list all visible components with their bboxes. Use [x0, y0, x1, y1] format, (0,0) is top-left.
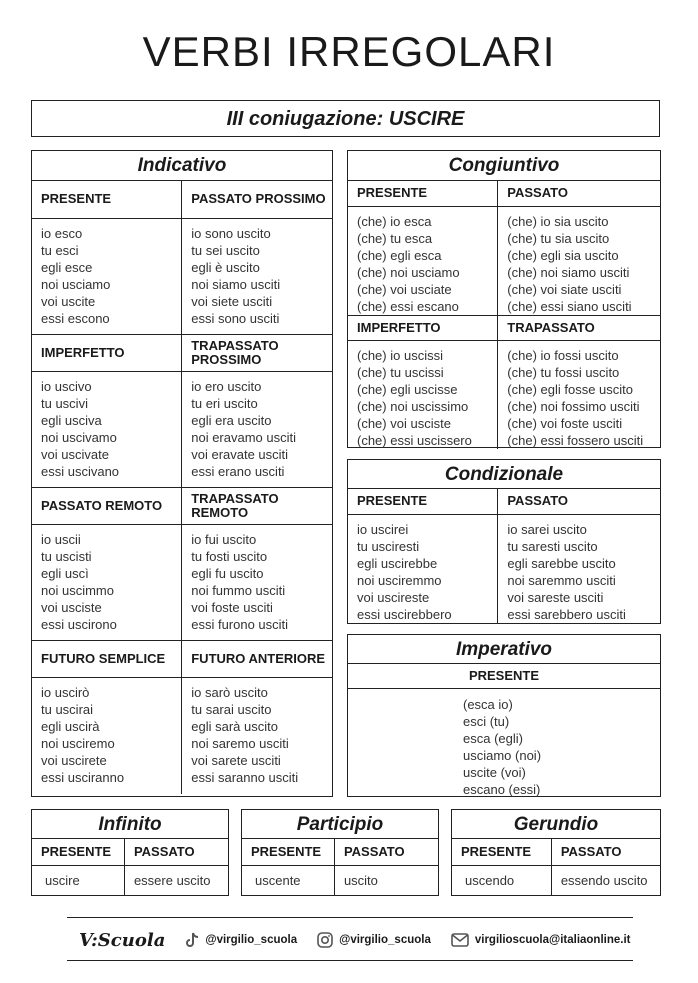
verb-form: egli uscirà: [41, 718, 100, 734]
conjugation-list: [348, 689, 660, 798]
verb-form: (che) egli uscisse: [357, 381, 458, 397]
verb-form: tu fosti uscito: [191, 548, 268, 564]
verb-form: noi uscivamo: [41, 429, 117, 445]
tense-label: PRESENTE: [452, 839, 551, 865]
verb-form: (che) egli fosse uscito: [507, 381, 634, 397]
verb-form: tu uscisti: [41, 548, 92, 564]
verb-form: noi usciremo: [41, 735, 115, 751]
verb-form: io fui uscito: [191, 531, 257, 547]
verb-form: essi escono: [41, 310, 110, 326]
verb-form: noi uscimmo: [41, 582, 114, 598]
indicativo-heading: Indicativo: [32, 151, 332, 181]
verb-form: esci (tu): [463, 714, 510, 729]
verb-form: io uscirei: [357, 521, 409, 537]
gerundio-section: [451, 809, 661, 896]
infinito-heading: Infinito: [32, 810, 228, 839]
verb-form: egli uscirebbe: [357, 555, 438, 571]
verb-form: (che) tu uscissi: [357, 364, 444, 380]
verb-form: (che) egli esca: [357, 247, 442, 263]
tense-label: PASSATO: [498, 181, 660, 206]
conjugation-list: [348, 514, 498, 623]
verb-form: voi sareste usciti: [507, 589, 604, 605]
verb-form: io sarei uscito: [507, 521, 587, 537]
tiktok-link[interactable]: [185, 932, 297, 948]
tense-label: PASSATO PROSSIMO: [182, 181, 332, 218]
verb-form: voi uscite: [41, 293, 96, 309]
conjugation-list: [348, 340, 498, 449]
brand-logo: V:Scuola: [79, 929, 166, 951]
verb-form: essi uscivano: [41, 463, 120, 479]
tense-label: PRESENTE: [32, 839, 124, 865]
verb-form: tu uscirai: [41, 701, 94, 717]
tense-label: FUTURO ANTERIORE: [182, 640, 332, 677]
verb-form: (che) voi siate usciti: [507, 281, 622, 297]
verb-form: (che) io fossi uscito: [507, 347, 619, 363]
verb-form: essendo uscito: [551, 865, 660, 895]
tiktok-handle: @virgilio_scuola: [205, 934, 298, 946]
verb-form: tu eri uscito: [191, 395, 258, 411]
conjugation-list: [498, 206, 660, 315]
participio-heading: Participio: [242, 810, 438, 839]
conjugation-list: [32, 524, 182, 640]
verb-form: essi saranno usciti: [191, 769, 299, 785]
verb-form: (che) voi usciate: [357, 281, 452, 297]
conjugation-list: [182, 371, 332, 487]
verb-form: essi uscirebbero: [357, 606, 452, 622]
tense-label: FUTURO SEMPLICE: [32, 640, 182, 677]
imperativo-heading: Imperativo: [348, 635, 660, 664]
verb-form: (che) noi siamo usciti: [507, 264, 630, 280]
footer-top-rule: [67, 917, 633, 918]
verb-form: (che) io esca: [357, 213, 432, 229]
verb-form: esca (egli): [463, 731, 523, 746]
condizionale-section: [347, 459, 661, 624]
participio-section: [241, 809, 439, 896]
verb-form: uscendo: [465, 872, 515, 888]
infinito-section: [31, 809, 229, 896]
verb-form: (che) noi usciamo: [357, 264, 460, 280]
imperativo-label: PRESENTE: [348, 664, 660, 689]
footer: [67, 926, 633, 954]
tense-label: PASSATO: [551, 839, 660, 865]
tense-label: PRESENTE: [32, 181, 182, 218]
tense-label: PASSATO: [498, 489, 660, 514]
verb-form: egli è uscito: [191, 259, 260, 275]
verb-form: io ero uscito: [191, 378, 262, 394]
indicativo-section: [31, 150, 333, 797]
conjugation-list: [32, 677, 182, 794]
tense-label: PRESENTE: [348, 181, 498, 206]
instagram-handle: @virgilio_scuola: [339, 934, 431, 946]
verb-form: essi uscirono: [41, 616, 117, 632]
verb-form: essi sarebbero usciti: [507, 606, 626, 622]
mail-icon: [451, 933, 469, 947]
verb-form: (che) noi fossimo usciti: [507, 398, 640, 414]
tense-label: PRESENTE: [348, 489, 498, 514]
conjugation-list: [182, 524, 332, 640]
verb-form: (che) io uscissi: [357, 347, 443, 363]
verb-form: uscente: [255, 872, 301, 888]
tense-label: PRESENTE: [242, 839, 334, 865]
verb-form: io sarò uscito: [191, 684, 268, 700]
verb-form: (che) voi foste usciti: [507, 415, 623, 431]
verb-form: (che) noi uscissimo: [357, 398, 469, 414]
verb-form: (che) egli sia uscito: [507, 247, 619, 263]
verb-form: uscite (voi): [463, 765, 526, 780]
verb-form: egli usciva: [41, 412, 102, 428]
verb-form: tu saresti uscito: [507, 538, 598, 554]
verb-form: voi usciste: [41, 599, 102, 615]
verb-form: usciamo (noi): [463, 748, 542, 763]
verb-form: uscire: [45, 872, 80, 888]
verb-form: io uscirò: [41, 684, 90, 700]
conjugation-list: [498, 514, 660, 623]
verb-form: (che) tu esca: [357, 230, 433, 246]
imperativo-section: [347, 634, 661, 797]
tense-label: PASSATO: [124, 839, 228, 865]
verb-form: tu esci: [41, 242, 79, 258]
verb-form: egli uscì: [41, 565, 89, 581]
conjugation-list: [182, 677, 332, 794]
verb-form: essi erano usciti: [191, 463, 285, 479]
verb-form: essere uscito: [124, 865, 228, 895]
subtitle: III coniugazione: USCIRE: [31, 100, 660, 137]
participio-table: [242, 839, 438, 895]
verb-form: noi saremo usciti: [191, 735, 289, 751]
verb-form: voi foste usciti: [191, 599, 273, 615]
verb-form: (che) tu fossi uscito: [507, 364, 620, 380]
tense-label: IMPERFETTO: [32, 334, 182, 371]
verb-form: egli sarebbe uscito: [507, 555, 616, 571]
verb-form: io sono uscito: [191, 225, 271, 241]
conjugation-list: [32, 371, 182, 487]
verb-form: noi fummo usciti: [191, 582, 286, 598]
verb-form: io esco: [41, 225, 83, 241]
verb-form: noi usciremmo: [357, 572, 442, 588]
verb-form: voi uscireste: [357, 589, 430, 605]
infinito-table: [32, 839, 228, 895]
footer-bottom-rule: [67, 960, 633, 961]
conjugation-list: [498, 340, 660, 449]
email-link[interactable]: [451, 933, 631, 947]
congiuntivo-table: [348, 181, 660, 449]
indicativo-table: [32, 181, 332, 794]
verb-form: noi siamo usciti: [191, 276, 281, 292]
instagram-link[interactable]: [317, 932, 431, 948]
conjugation-list: [348, 206, 498, 315]
conjugation-list: [32, 218, 182, 334]
verb-form: uscito: [334, 865, 438, 895]
tiktok-icon: [185, 932, 199, 948]
verb-form: essi sono usciti: [191, 310, 280, 326]
gerundio-heading: Gerundio: [452, 810, 660, 839]
gerundio-table: [452, 839, 660, 895]
tense-label: TRAPASSATO PROSSIMO: [182, 334, 332, 371]
verb-form: (che) essi fossero usciti: [507, 432, 644, 448]
verb-form: egli esce: [41, 259, 93, 275]
verb-form: noi usciamo: [41, 276, 111, 292]
verb-form: noi eravamo usciti: [191, 429, 297, 445]
verb-form: io uscii: [41, 531, 81, 547]
verb-form: egli sarà uscito: [191, 718, 278, 734]
verb-form: (che) io sia uscito: [507, 213, 609, 229]
instagram-icon: [317, 932, 333, 948]
verb-form: tu sarai uscito: [191, 701, 272, 717]
verb-form: voi uscirete: [41, 752, 107, 768]
verb-form: egli era uscito: [191, 412, 272, 428]
verb-form: (che) essi uscissero: [357, 432, 472, 448]
verb-form: egli fu uscito: [191, 565, 264, 581]
verb-form: essi furono usciti: [191, 616, 289, 632]
verb-form: voi eravate usciti: [191, 446, 289, 462]
page-title: VERBI IRREGOLARI: [142, 28, 556, 75]
email-address: virgilioscuola@italiaonline.it: [474, 934, 631, 946]
verb-form: voi sarete usciti: [191, 752, 281, 768]
verb-form: tu uscivi: [41, 395, 88, 411]
verb-form: tu sei uscito: [191, 242, 260, 258]
tense-label: PASSATO REMOTO: [32, 487, 182, 524]
verb-form: (che) tu sia uscito: [507, 230, 610, 246]
tense-label: IMPERFETTO: [348, 315, 498, 340]
verb-form: escano (essi): [463, 782, 541, 797]
verb-form: essi usciranno: [41, 769, 125, 785]
tense-label: PASSATO: [334, 839, 438, 865]
verb-form: (esca io): [463, 697, 513, 712]
verb-form: noi saremmo usciti: [507, 572, 616, 588]
verb-form: io uscivo: [41, 378, 92, 394]
condizionale-table: [348, 489, 660, 623]
tense-label: TRAPASSATO: [498, 315, 660, 340]
congiuntivo-section: [347, 150, 661, 448]
verb-form: tu usciresti: [357, 538, 420, 554]
verb-form: voi uscivate: [41, 446, 109, 462]
tense-label: TRAPASSATO REMOTO: [182, 487, 332, 524]
conjugation-list: [182, 218, 332, 334]
verb-form: (che) essi escano: [357, 298, 459, 314]
congiuntivo-heading: Congiuntivo: [348, 151, 660, 181]
verb-form: (che) essi siano usciti: [507, 298, 632, 314]
verb-form: voi siete usciti: [191, 293, 273, 309]
verb-form: (che) voi usciste: [357, 415, 451, 431]
condizionale-heading: Condizionale: [348, 460, 660, 489]
